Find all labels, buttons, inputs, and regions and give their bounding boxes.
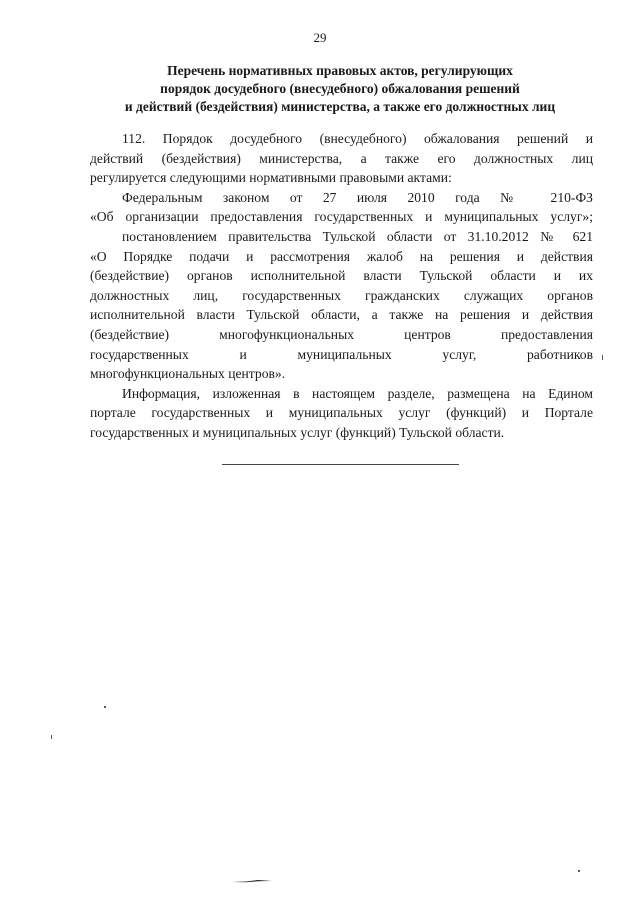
paragraph-line: постановлением правительства Тульской области от 31.10.2012 № 621 [122, 228, 593, 244]
heading-line: Перечень нормативных правовых актов, регулирующих [167, 63, 513, 78]
paragraph-line: регулируется следующими нормативными правовыми актами: [90, 170, 452, 186]
paragraph-line: государственных и муниципальных услуг (функций) Тульской области. [90, 424, 505, 440]
scan-speck [104, 706, 106, 708]
paragraph-line: (бездействие) органов исполнительной власти Тульской области и их [90, 268, 593, 284]
paragraph-line: государственных и муниципальных услуг, работников [90, 346, 593, 362]
scan-mark [232, 879, 272, 883]
paragraph-line: действий (бездействия) министерства, а также его должностных лиц [90, 150, 593, 166]
paragraph-line: 112. Порядок досудебного (внесудебного) обжалования решений и [122, 131, 593, 146]
paragraph-line: должностных лиц, государственных гражданских служащих органов [90, 287, 593, 303]
paragraph-line: «О Порядке подачи и рассмотрения жалоб на решения и действия [90, 248, 593, 264]
paragraph-line: портале государственных и муниципальных услуг (функций) и Портале [90, 405, 593, 421]
paragraph-line: «Об организации предоставления государственных и муниципальных услуг»; [90, 209, 593, 225]
heading-line: и действий (бездействия) министерства, а также его должностных лиц [124, 99, 556, 114]
heading-line: порядок досудебного (внесудебного) обжалования решений [160, 81, 520, 96]
paragraph-line: (бездействие) многофункциональных центров предоставления [90, 326, 593, 342]
scan-speck [602, 355, 603, 360]
page-number: 29 [313, 30, 327, 45]
scan-speck [578, 870, 580, 872]
section-divider [222, 464, 459, 465]
paragraph-line: Информация, изложенная в настоящем разделе, размещена на Едином [122, 385, 593, 401]
scan-speck [51, 735, 52, 739]
section-heading [90, 62, 590, 116]
paragraph-line: многофункциональных центров». [90, 366, 286, 382]
paragraph-line: исполнительной власти Тульской области, а также на решения и действия [90, 307, 593, 323]
paragraph-line: Федеральным законом от 27 июля 2010 года № 210-ФЗ [122, 189, 593, 205]
document-body [90, 129, 593, 443]
